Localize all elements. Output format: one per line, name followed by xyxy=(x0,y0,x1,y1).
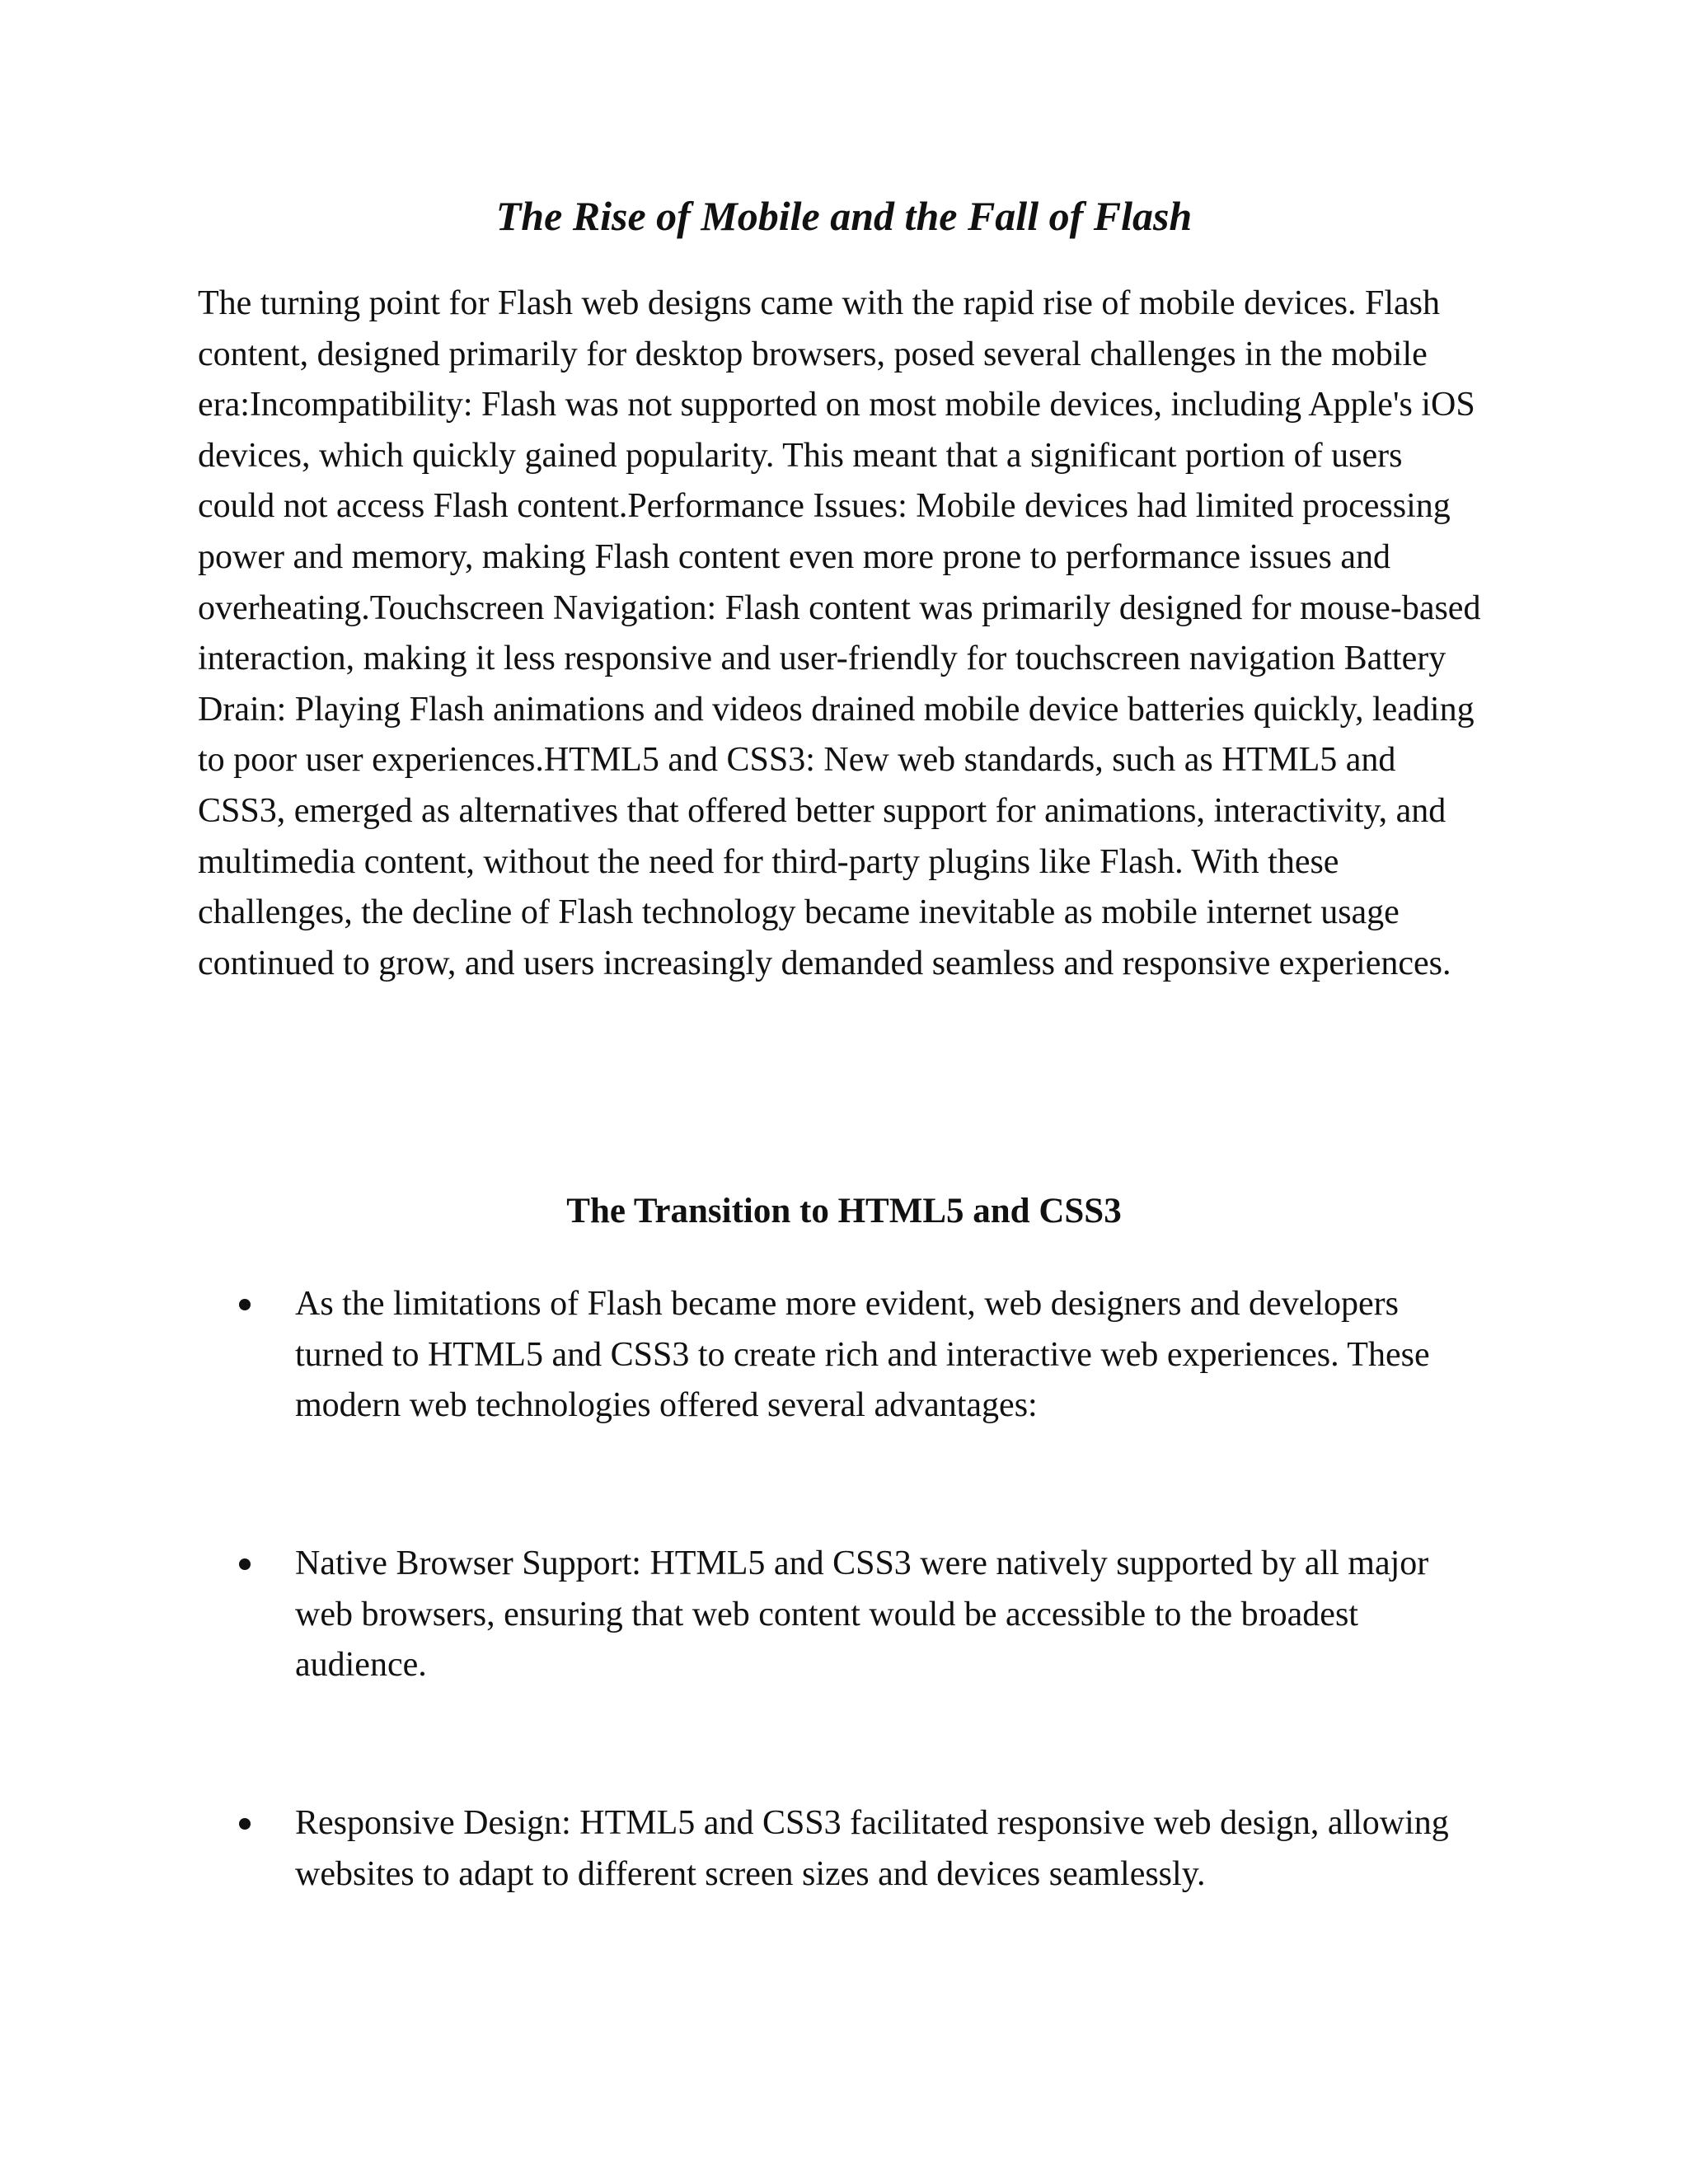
section-heading: The Transition to HTML5 and CSS3 xyxy=(566,1192,1122,1230)
bullet-icon xyxy=(239,1299,251,1310)
bullet-text: As the limitations of Flash became more evident, web designers and developers turned to HTML5 and CSS3 to create rich and interactive web experiences. These modern web technologies offered several advantages: xyxy=(295,1285,1430,1425)
bullet-icon xyxy=(239,1818,251,1830)
bullet-icon xyxy=(239,1558,251,1570)
document-title: The Rise of Mobile and the Fall of Flash xyxy=(495,193,1193,239)
bullet-text: Responsive Design: HTML5 and CSS3 facilitated responsive web design, allowing websites to adapt to different screen sizes and devices seamlessly. xyxy=(295,1804,1449,1893)
body-paragraph: The turning point for Flash web designs came with the rapid rise of mobile devices. Flash content, designed primarily for desktop browsers, posed several challenges in the mobile era:Incompatibility: Flash was not supported on most mobile devices, including Apple's iOS devices, which quickly gained popularity. This meant that a significant portion of users could not access Flash content.Performance Issues: Mobile devices had limited processing power and memory, making Flash content even more prone to performance issues and overheating.Touchscreen Navigation: Flash content was primarily designed for mouse-based interaction, making it less responsive and user-friendly for touchscreen navigation Battery Drain: Playing Flash animations and videos drained mobile device batteries quickly, leading to poor user experiences.HTML5 and CSS3: New web standards, such as HTML5 and CSS3, emerged as alternatives that offered better support for animations, interactivity, and multimedia content, without the need for third-party plugins like Flash. With these challenges, the decline of Flash technology became inevitable as mobile internet usage continued to grow, and users increasingly demanded seamless and responsive experiences. xyxy=(198,284,1481,982)
bullet-text: Native Browser Support: HTML5 and CSS3 were natively supported by all major web browsers, ensuring that web content would be accessible to the broadest audience. xyxy=(295,1544,1429,1685)
